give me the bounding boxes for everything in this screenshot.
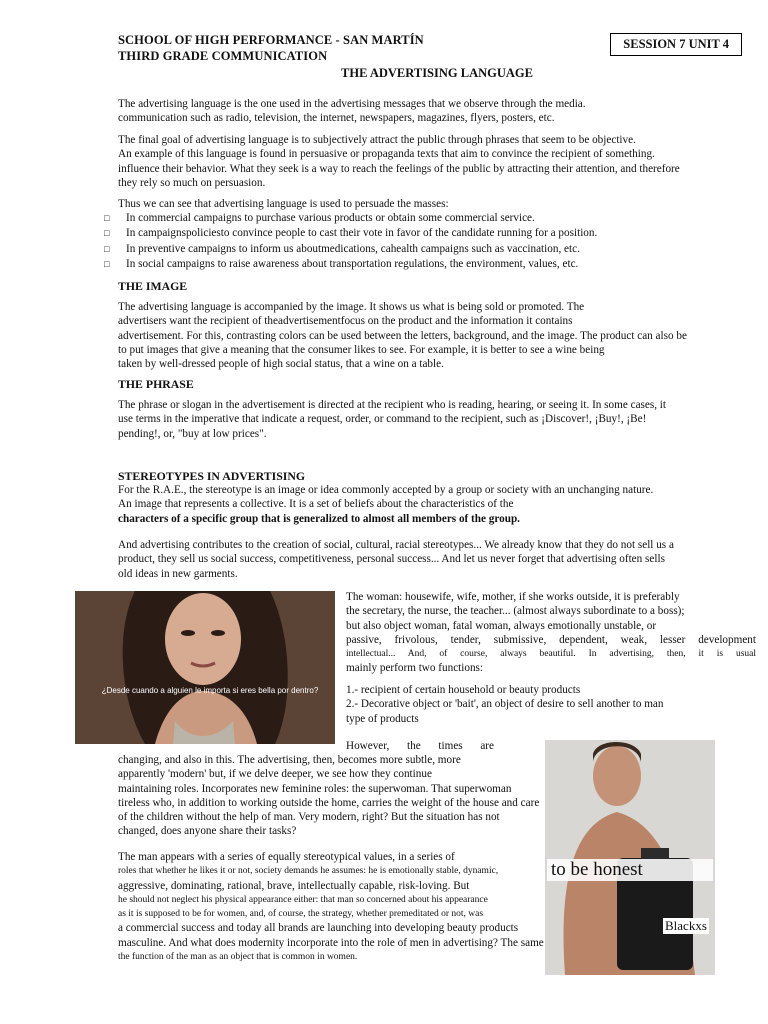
intro-paragraph-3: Thus we can see that advertising language is used to persuade the masses:	[118, 198, 449, 210]
text-line: The final goal of advertising language is to subjectively attract the public through phrases that seem to be objective.	[118, 134, 636, 146]
text-line: The man appears with a series of equally stereotypical values, in a series of	[118, 851, 455, 863]
intro-paragraph-1	[118, 97, 756, 126]
text-line: An example of this language is found in persuasive or propaganda texts that aim to convince the recipient of something.	[118, 148, 655, 161]
text-line: pending!, or, "buy at low prices".	[118, 427, 267, 440]
text-line: passive, frivolous, tender, submissive, dependent, weak, lesser development	[346, 633, 756, 646]
text-line: The advertising language is accompanied by the image. It shows us what is being sold or promoted. The	[118, 301, 585, 313]
woman-advert-photo	[75, 591, 335, 744]
text-line: The woman: housewife, wife, mother, if she works outside, it is preferably	[346, 591, 680, 603]
text-line: the secretary, the nurse, the teacher... (almost always subordinate to a boss);	[346, 605, 685, 618]
text-line: of the children without the help of man. Very modern, right? But the situation has not	[118, 811, 500, 824]
woman-description	[346, 590, 756, 676]
text-line: he should not neglect his physical appearance either: that man so concerned about his appearance	[118, 894, 488, 905]
times-changing-start: However, the times are	[346, 740, 494, 752]
text-line: but also object woman, fatal woman, always emotionally unstable, or	[346, 619, 657, 632]
text-line: as it is supposed to be for women, and, of course, the strategy, whether premeditated or not, was	[118, 909, 484, 920]
text-line: use terms in the imperative that indicate a request, order, or command to the recipient, such as ¡Discover!, ¡Buy!, ¡Be!	[118, 413, 647, 426]
page-title: THE ADVERTISING LANGUAGE	[341, 66, 533, 80]
text-line: changing, and also in this. The advertising, then, becomes more subtle, more	[118, 754, 461, 766]
text-line: advertisers want the recipient of theadvertisementfocus on the product and the information it contains	[118, 315, 573, 328]
text-line: And advertising contributes to the creation of social, cultural, racial stereotypes... We already know that they do not sell us a	[118, 539, 674, 551]
list-item: 2.- Decorative object or 'bait', an object of desire to sell another to man	[346, 698, 664, 711]
text-line: communication such as radio, television, the internet, newspapers, magazines, flyers, posters, etc.	[118, 112, 555, 125]
bottle-label: Blackxs	[665, 918, 707, 933]
woman-portrait-icon	[75, 591, 335, 744]
text-line: product, they sell us social success, competitiveness, personal success... And let us never forget that advertising often sells	[118, 553, 665, 566]
text-line: influence their behavior. What they seek is a way to reach the feelings of the public by attracting their attention, and therefore	[118, 162, 680, 175]
text-line: apparently 'modern' but, if we delve deeper, we see how they continue	[118, 768, 432, 781]
text-line: For the R.A.E., the stereotype is an image or idea commonly accepted by a group or society with an unchanging nature.	[118, 484, 654, 496]
bullet-list	[104, 211, 754, 272]
text-line: intellectual... And, of course, always beautiful. In advertising, then, it is usual	[346, 649, 756, 660]
list-item: 1.- recipient of certain household or beauty products	[346, 684, 581, 696]
times-changing-paragraph	[118, 753, 578, 839]
ad-slogan-overlay: to be honest	[547, 859, 713, 881]
session-badge: SESSION 7 UNIT 4	[610, 33, 742, 56]
text-line: maintaining roles. Incorporates new feminine roles: the superwoman. That superwoman	[118, 782, 512, 795]
text-line: The phrase or slogan in the advertisement is directed at the recipient who is reading, hearing, or seeing it. In some cases, it	[118, 399, 667, 411]
text-line: tireless who, in addition to working outside the home, carries the weight of the house and care	[118, 796, 540, 809]
bullet-box-icon: □	[104, 243, 110, 254]
section-heading-stereotypes: STEREOTYPES IN ADVERTISING	[118, 469, 306, 483]
school-name: SCHOOL OF HIGH PERFORMANCE - SAN MARTÍN	[118, 33, 424, 47]
bullet-box-icon: □	[104, 258, 110, 269]
text-line: roles that whether he likes it or not, society demands he assumes: he is emotionally stable, dynamic,	[118, 866, 499, 877]
grade-subject: THIRD GRADE COMMUNICATION	[118, 49, 328, 63]
bullet-box-icon: □	[104, 228, 110, 239]
list-item: □ In commercial campaigns to purchase various products or obtain some commercial service.	[104, 211, 754, 226]
text-line-bold: characters of a specific group that is generalized to almost all members of the group.	[118, 512, 520, 525]
woman-functions	[346, 683, 756, 726]
text-line: old ideas in new garments.	[118, 567, 238, 580]
text-line: they rely so much on persuasion.	[118, 176, 266, 189]
stereotypes-paragraph-2	[118, 538, 756, 581]
list-item: □ In social campaigns to raise awareness about transportation regulations, the environment, values, etc.	[104, 257, 754, 272]
phrase-paragraph	[118, 398, 756, 441]
text-line: the function of the man as an object that is common in women.	[118, 952, 358, 963]
list-item: □ In preventive campaigns to inform us aboutmedications, cahealth campaigns such as vaccination, etc.	[104, 242, 754, 257]
text-line: to put images that give a meaning that the consumer likes to see. For example, it is better to see a wine being	[118, 343, 605, 356]
intro-paragraph-2	[118, 133, 756, 190]
text-line: The advertising language is the one used in the advertising messages that we observe through the media.	[118, 98, 586, 110]
man-paragraph	[118, 850, 558, 964]
text-line: mainly perform two functions:	[346, 662, 484, 675]
text-line: An image that represents a collective. It is a set of beliefs about the characteristics of the	[118, 498, 514, 511]
stereotypes-paragraph-1	[118, 483, 756, 526]
man-advert-photo	[545, 740, 715, 975]
photo-caption: ¿Desde cuando a alguien le importa si eres bella por dentro?	[101, 686, 319, 695]
section-heading-phrase: THE PHRASE	[118, 377, 194, 391]
list-item: □ In campaignspoliciesto convince people to cast their vote in favor of the candidate running for a position.	[104, 226, 754, 241]
bullet-box-icon: □	[104, 213, 110, 223]
list-item: type of products	[346, 712, 419, 725]
man-portrait-icon	[545, 740, 715, 975]
text-line: a commercial success and today all brands are launching into developing beauty products	[118, 922, 519, 935]
section-heading-image: THE IMAGE	[118, 279, 188, 293]
text-line: taken by well-dressed people of high social status, that a wine on a table.	[118, 358, 444, 371]
image-paragraph	[118, 300, 756, 371]
text-line: changed, does anyone share their tasks?	[118, 825, 297, 838]
text-line: masculine. And what does modernity incorporate into the role of men in advertising? The same	[118, 936, 544, 949]
text-line: aggressive, dominating, rational, brave, intellectually capable, risk-loving. But	[118, 879, 470, 892]
text-line: advertisement. For this, contrasting colors can be used between the letters, background, and the image. The product can also be	[118, 329, 687, 342]
